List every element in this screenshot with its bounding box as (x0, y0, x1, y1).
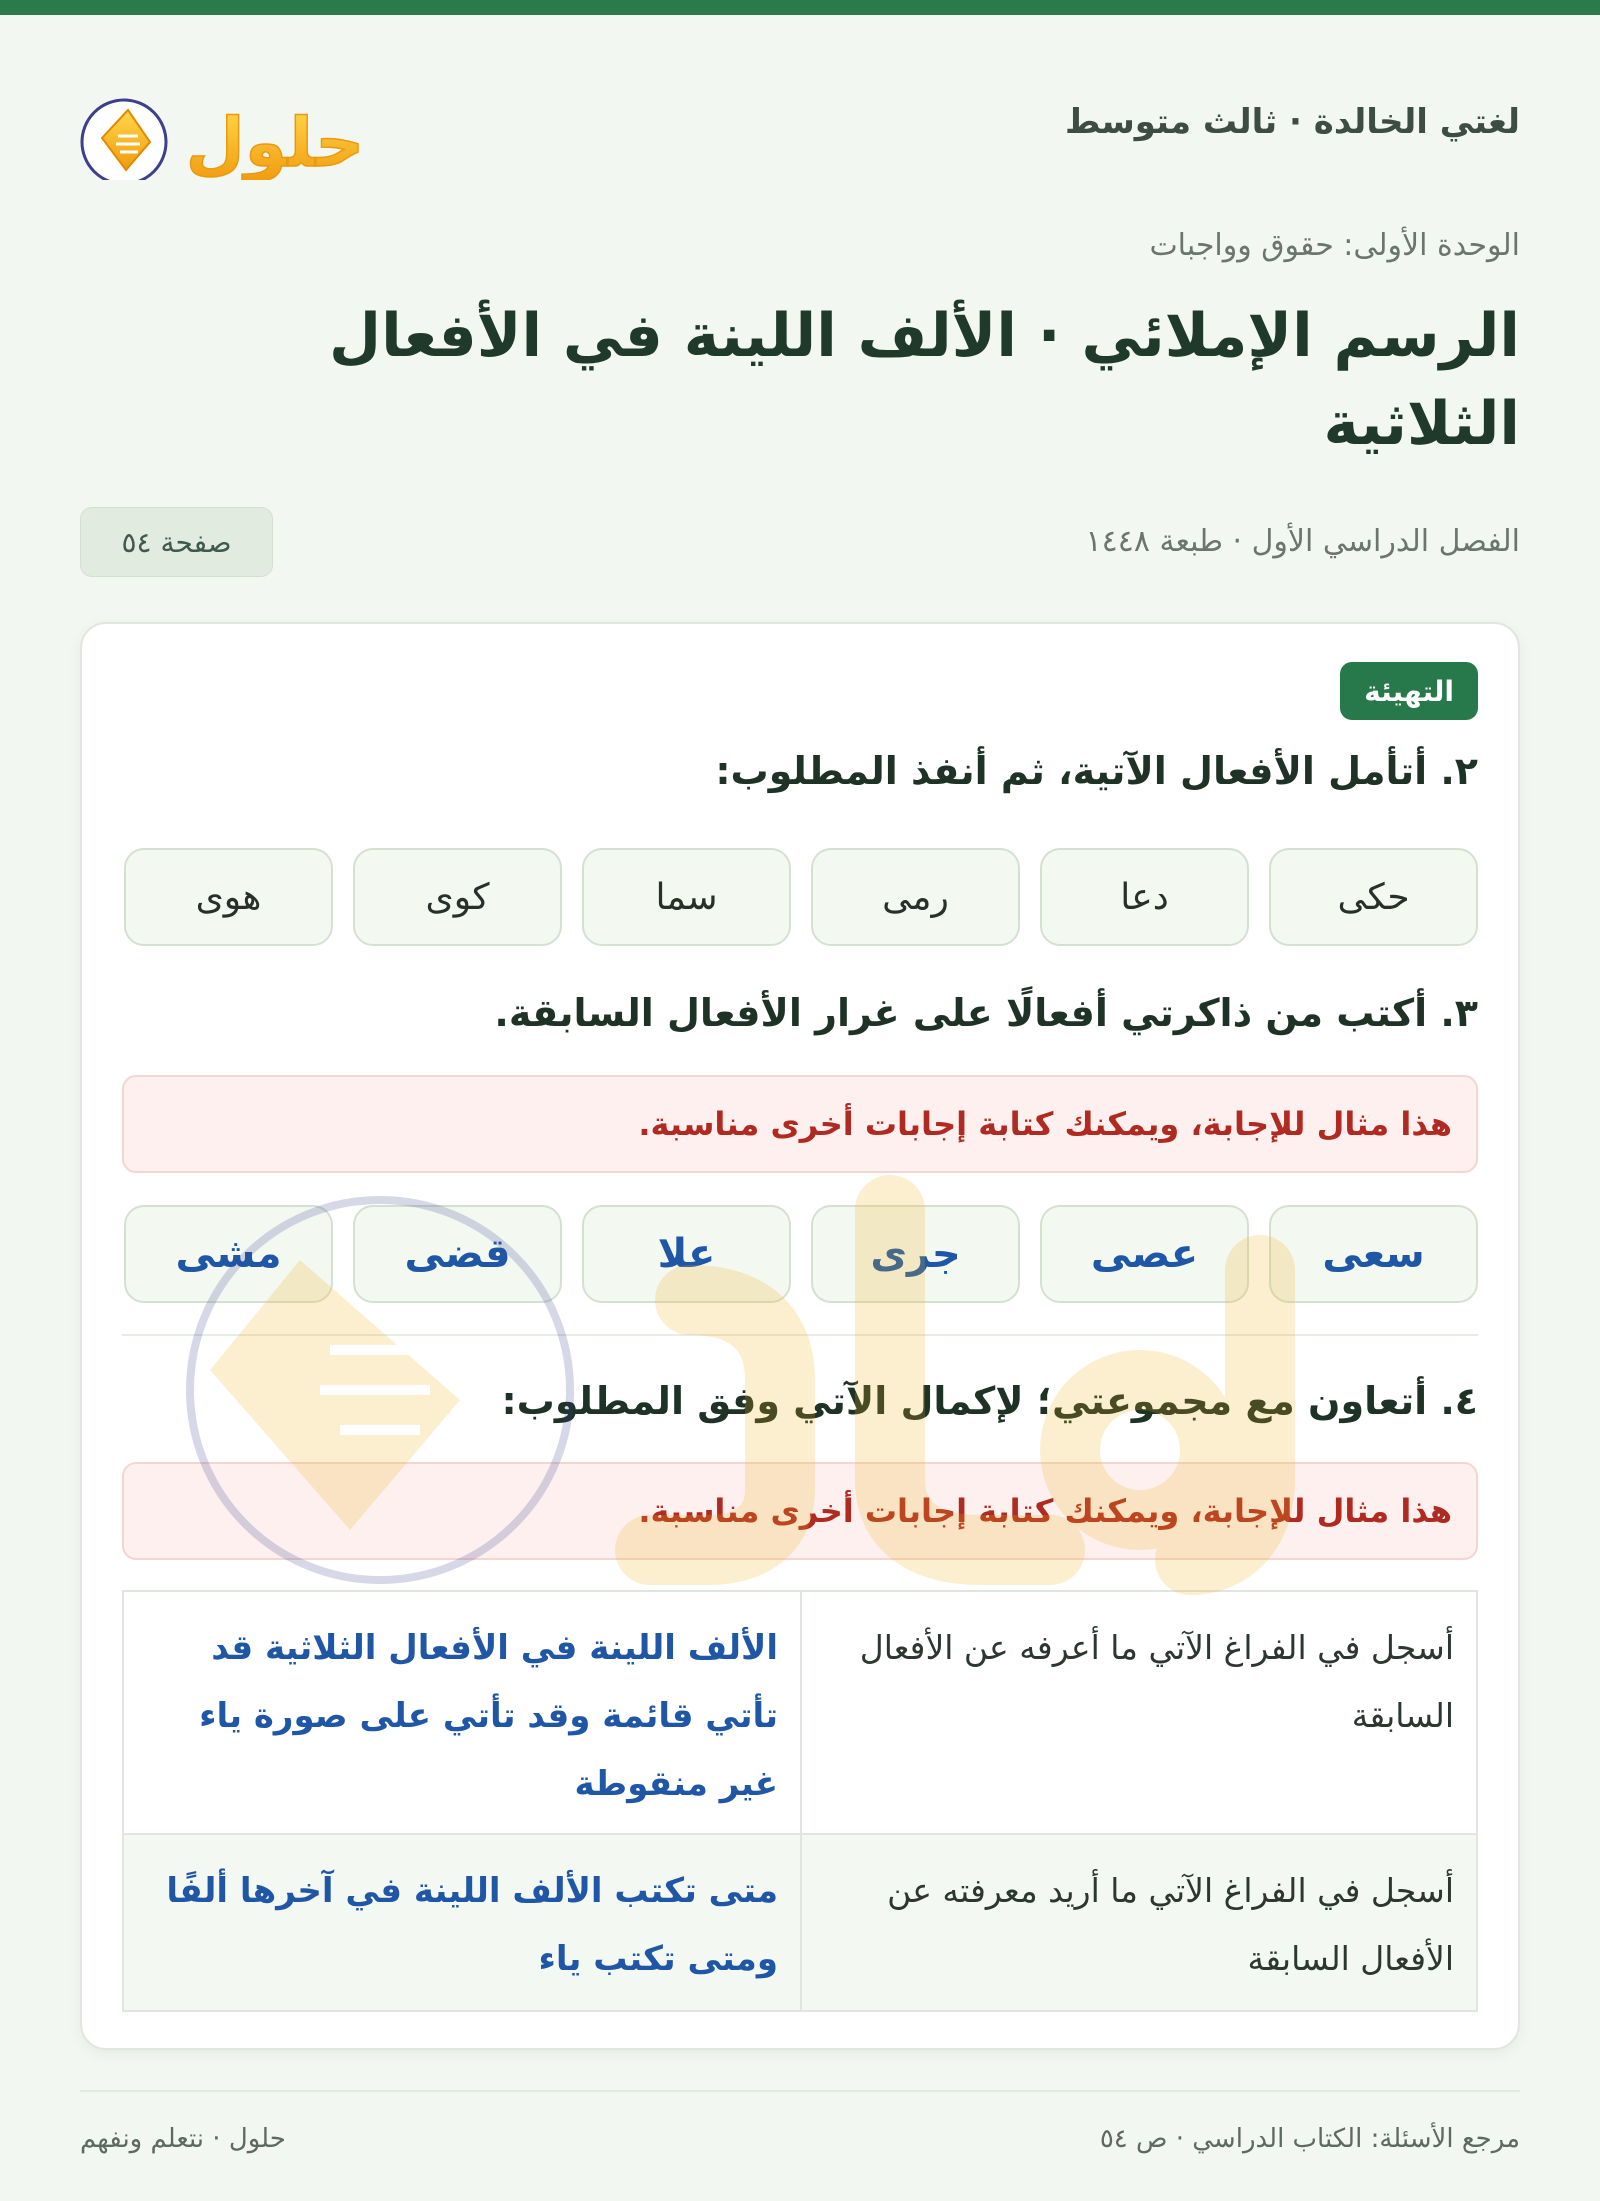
question-3-title: ٣. أكتب من ذاكرتي أفعالًا على غرار الأفعال السابقة. (494, 991, 1478, 1035)
question-4-title: ٤. أتعاون مع مجموعتي؛ لإكمال الآتي وفق المطلوب: (501, 1379, 1478, 1423)
lesson-title: الرسم الإملائي · الألف اللينة في الأفعال الثلاثية (329, 301, 1520, 459)
section-divider (122, 1334, 1478, 1336)
answer-chip: عصى (1040, 1205, 1249, 1303)
verbs-row (122, 848, 1478, 946)
hulul-logo[interactable] (80, 80, 360, 180)
section-badge: التهيئة (1340, 662, 1478, 720)
table-prompt-cell: أسجل في الفراغ الآتي ما أعرفه عن الأفعال السابقة (800, 1592, 1476, 1833)
verb-chip: حكى (1269, 848, 1478, 946)
answer-chip: مشى (124, 1205, 333, 1303)
verb-chip: رمى (811, 848, 1020, 946)
footer-divider (80, 2090, 1520, 2092)
verb-chip: كوى (353, 848, 562, 946)
answer-note: هذا مثال للإجابة، ويمكنك كتابة إجابات أخرى مناسبة. (122, 1075, 1478, 1173)
unit-label: الوحدة الأولى: حقوق وواجبات (1149, 228, 1520, 263)
answer-chip: علا (582, 1205, 791, 1303)
table-answer-cell: الألف اللينة في الأفعال الثلاثية قد تأتي قائمة وقد تأتي على صورة ياء غير منقوطة (199, 1628, 778, 1804)
answer-chip: سعى (1269, 1205, 1478, 1303)
question-2-title: ٢. أتأمل الأفعال الآتية، ثم أنفذ المطلوب: (715, 749, 1478, 793)
logo-graphic (80, 80, 360, 180)
table-row (124, 1835, 1476, 2010)
logo-wordmark: حلول (185, 104, 360, 180)
kwl-table (122, 1590, 1478, 2012)
answer-chip: قضى (353, 1205, 562, 1303)
table-row (124, 1592, 1476, 1835)
verb-chip: سما (582, 848, 791, 946)
page-number-badge: صفحة ٥٤ (80, 507, 273, 577)
semester-label: الفصل الدراسي الأول · طبعة ١٤٤٨ (1085, 524, 1520, 559)
footer-reference: مرجع الأسئلة: الكتاب الدراسي · ص ٥٤ (1099, 2124, 1520, 2154)
answers-row (122, 1205, 1478, 1303)
answer-note: هذا مثال للإجابة، ويمكنك كتابة إجابات أخرى مناسبة. (122, 1462, 1478, 1560)
verb-chip: هوى (124, 848, 333, 946)
exercise-card (80, 622, 1520, 2050)
table-answer-cell: متى تكتب الألف اللينة في آخرها ألفًا ومتى تكتب ياء (166, 1871, 778, 1979)
answer-chip: جرى (811, 1205, 1020, 1303)
page-header (80, 70, 1520, 180)
footer-brand: حلول · نتعلم ونفهم (80, 2124, 286, 2154)
verb-chip: دعا (1040, 848, 1249, 946)
book-title: لغتي الخالدة · ثالث متوسط (1064, 102, 1520, 142)
top-accent-bar (0, 0, 1600, 15)
table-prompt-cell: أسجل في الفراغ الآتي ما أريد معرفته عن الأفعال السابقة (800, 1835, 1476, 2010)
